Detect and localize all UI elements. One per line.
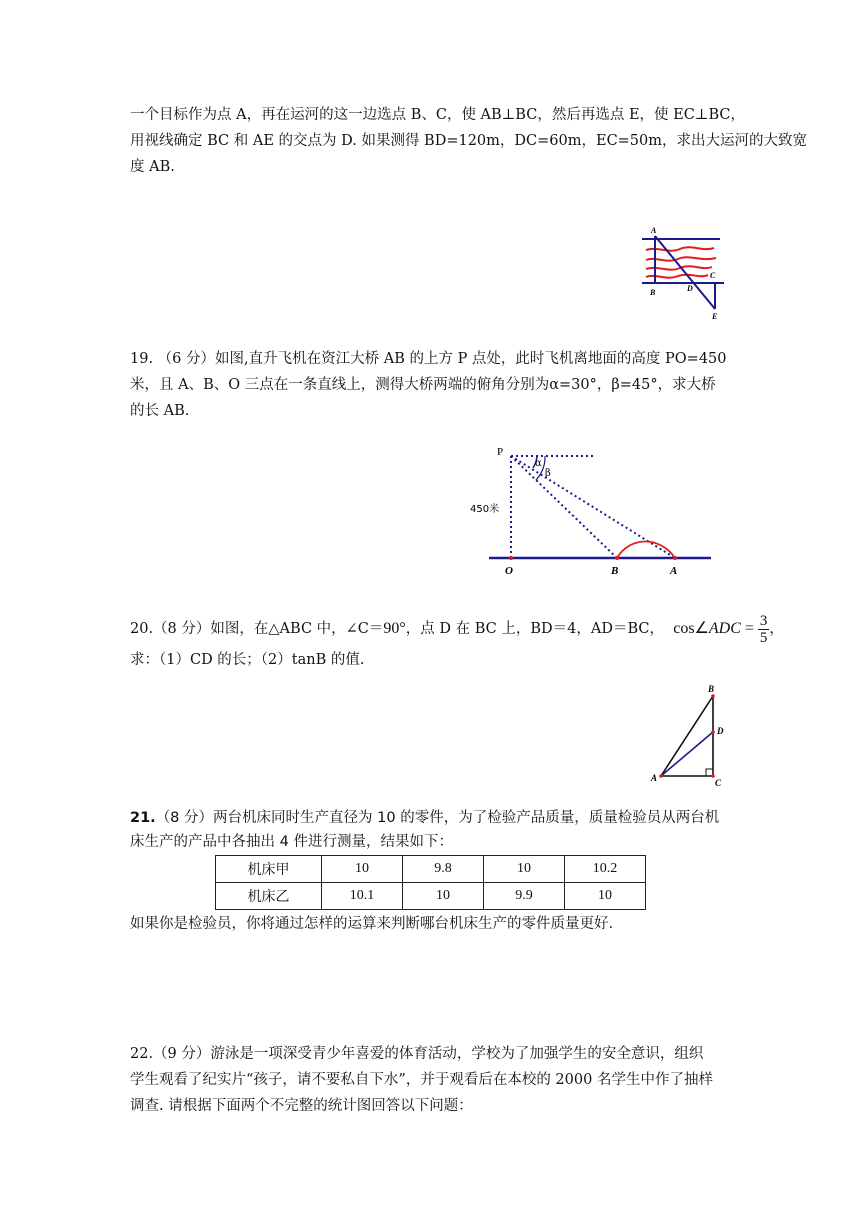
q20-frac-num: 3 — [759, 612, 768, 629]
q19-line-3: 的长 AB. — [130, 403, 190, 419]
q20-label-b: B — [708, 684, 715, 694]
q18-label-a: A — [651, 226, 657, 235]
q20-triangle-figure — [645, 680, 730, 790]
q20-line-1c: ， — [769, 621, 784, 637]
q19-label-b: B — [611, 565, 619, 577]
table-cell-machine-name: 机床甲 — [216, 856, 322, 883]
q18-line-3: 度 AB. — [130, 159, 175, 175]
q19-text — [130, 347, 730, 423]
q19-label-a: A — [670, 565, 678, 577]
q19-line-2: 米，且 A、B、O 三点在一条直线上，测得大桥两端的俯角分别为α=30°，β=45°，求大桥 — [130, 377, 716, 393]
q20-label-d: D — [717, 726, 724, 736]
q19-line-1: 19. （6 分）如图,直升飞机在资江大桥 AB 的上方 P 点处，此时飞机离地面的高度 PO=450 — [130, 351, 727, 367]
q18-label-c: C — [710, 271, 716, 280]
q22-line-3: 调查. 请根据下面两个不完整的统计图回答以下问题： — [130, 1098, 473, 1114]
q20-cos-expression — [673, 620, 758, 637]
q20-label-a: A — [651, 773, 658, 783]
table-cell-value: 10.2 — [565, 856, 646, 883]
q19-label-o: O — [505, 565, 513, 577]
q19-label-height: 450米 — [470, 504, 500, 515]
q19-helicopter-figure — [465, 440, 715, 580]
q21-line-1 — [130, 806, 740, 830]
q20-frac-den: 5 — [759, 629, 768, 646]
q18-label-e: E — [712, 312, 718, 321]
q20-label-c: C — [715, 778, 722, 788]
q20-cos-var: ADC — [708, 620, 741, 637]
q22-line-2: 学生观看了纪实片“孩子，请不要私自下水”，并于观看后在本校的 2000 名学生中作了抽样 — [130, 1072, 713, 1088]
q20-cos-eq: = — [740, 620, 758, 637]
q21-measurement-table — [215, 855, 646, 910]
q18-label-d: D — [687, 284, 693, 293]
q21-line-2: 床生产的产品中各抽出 4 件进行测量，结果如下： — [130, 834, 453, 850]
q21-line-3: 如果你是检验员，你将通过怎样的运算来判断哪台机床生产的零件质量更好. — [130, 916, 614, 932]
table-cell-value: 10 — [565, 883, 646, 910]
q20-line-2: 求：（1）CD 的长；（2）tanB 的值. — [130, 652, 365, 668]
q18-text — [130, 103, 808, 179]
table-row — [216, 883, 646, 910]
q21-number: 21. — [130, 810, 156, 826]
q20-text — [130, 612, 784, 672]
q21-line-1b: （8 分）两台机床同时生产直径为 10 的零件，为了检验产品质量，质量检验员从两台机 — [155, 810, 720, 826]
table-cell-value: 10 — [403, 883, 484, 910]
table-row — [216, 856, 646, 883]
q22-text — [130, 1042, 730, 1118]
q18-line-2: 用视线确定 BC 和 AE 的交点为 D. 如果测得 BD=120m，DC=60m，EC=50m，求出大运河的大致宽 — [130, 133, 808, 149]
q19-label-alpha: α — [535, 458, 542, 469]
q20-line-1 — [130, 612, 784, 646]
q20-angle: 90° — [383, 620, 406, 637]
table-cell-value: 9.8 — [403, 856, 484, 883]
q20-cos-prefix: cos∠ — [673, 620, 709, 637]
q20-line-1a: 20.（8 分）如图，在△ABC 中，∠C＝ — [130, 621, 384, 637]
q20-fraction — [758, 613, 770, 646]
table-cell-value: 10 — [322, 856, 403, 883]
q18-line-1: 一个目标作为点 A，再在运河的这一边选点 B、C，使 AB⊥BC，然后再选点 E，使 EC⊥BC， — [130, 107, 745, 123]
table-cell-value: 10 — [484, 856, 565, 883]
table-cell-value: 10.1 — [322, 883, 403, 910]
table-cell-value: 9.9 — [484, 883, 565, 910]
q21-text — [130, 806, 740, 854]
q21-question — [130, 912, 740, 936]
q18-label-b: B — [650, 288, 656, 297]
table-cell-machine-name: 机床乙 — [216, 883, 322, 910]
q19-label-p: P — [497, 446, 504, 458]
q20-line-1b: ，点 D 在 BC 上，BD＝4，AD＝BC， — [405, 621, 664, 637]
q19-label-beta: β — [545, 468, 551, 479]
q18-river-figure — [638, 224, 730, 324]
q22-line-1: 22.（9 分）游泳是一项深受青少年喜爱的体育活动，学校为了加强学生的安全意识，组织 — [130, 1046, 704, 1062]
